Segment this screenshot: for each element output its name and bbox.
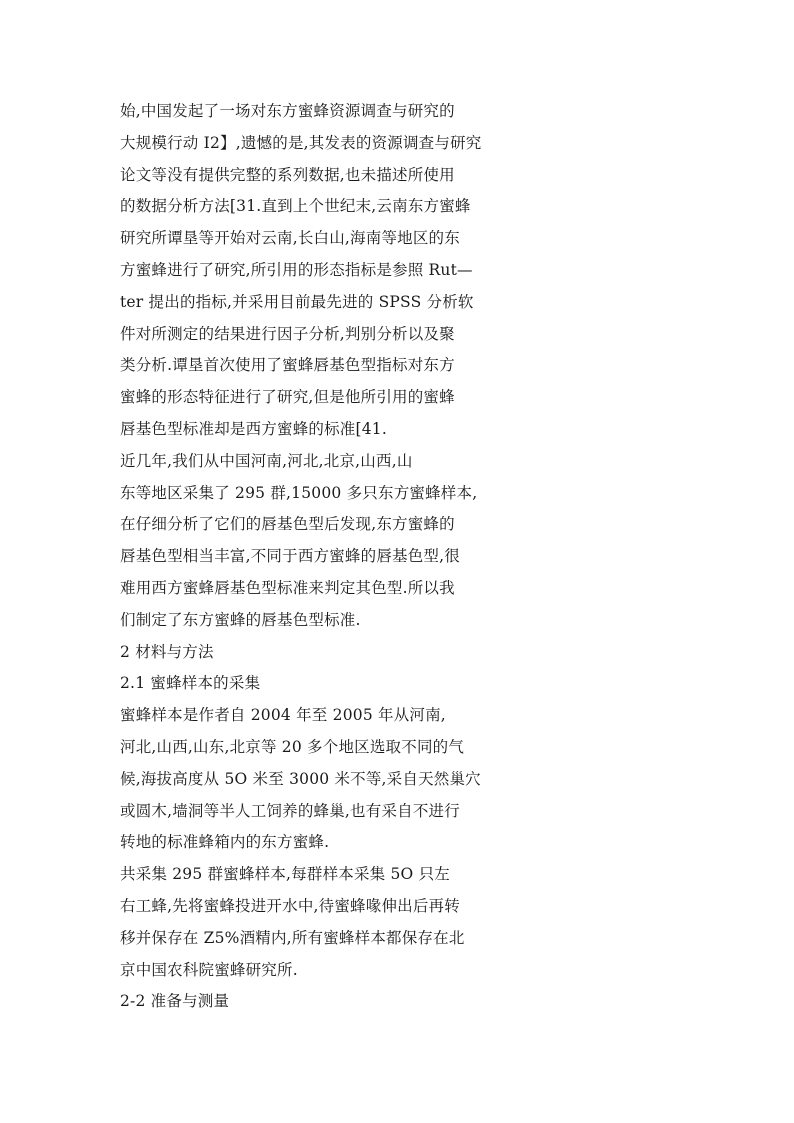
text-line: 移并保存在 Z5%酒精内,所有蜜蜂样本都保存在北 xyxy=(120,928,465,947)
text-line: 东等地区采集了 295 群,15000 多只东方蜜蜂样本, xyxy=(120,483,478,502)
text-line: 蜜蜂的形态特征进行了研究,但是他所引用的蜜蜂 xyxy=(120,388,455,407)
text-line: 唇基色型标准却是西方蜜蜂的标准[41. xyxy=(120,419,387,438)
text-line: 近几年,我们从中国河南,河北,北京,山西,山 xyxy=(120,451,413,470)
text-line: 共采集 295 群蜜蜂样本,每群样本采集 5O 只左 xyxy=(120,865,450,884)
subsection-heading: 2-2 准备与测量 xyxy=(120,992,230,1011)
text-line: 方蜜蜂进行了研究,所引用的形态指标是参照 Rut— xyxy=(120,260,473,279)
text-line: 京中国农科院蜜蜂研究所. xyxy=(120,960,298,979)
body-text xyxy=(120,96,500,1018)
text-line: 始,中国发起了一场对东方蜜蜂资源调查与研究的 xyxy=(120,102,455,120)
text-line: ter 提出的指标,并采用目前最先进的 SPSS 分析软 xyxy=(120,292,474,311)
text-line: 论文等没有提供完整的系列数据,也未描述所使用 xyxy=(120,165,455,184)
text-line: 蜜蜂样本是作者自 2004 年至 2005 年从河南, xyxy=(120,706,446,725)
text-line: 件对所测定的结果进行因子分析,判别分析以及聚 xyxy=(120,324,455,343)
text-line: 右工蜂,先将蜜蜂投进开水中,待蜜蜂喙伸出后再转 xyxy=(120,896,460,915)
text-line: 候,海拔高度从 5O 米至 3000 米不等,采自天然巢穴 xyxy=(120,769,481,788)
text-line: 河北,山西,山东,北京等 20 多个地区选取不同的气 xyxy=(120,737,465,756)
text-line: 难用西方蜜蜂唇基色型标准来判定其色型.所以我 xyxy=(120,578,455,597)
text-line: 的数据分析方法[31.直到上个世纪末,云南东方蜜蜂 xyxy=(120,197,471,216)
text-line: 研究所谭垦等开始对云南,长白山,海南等地区的东 xyxy=(120,229,460,248)
section-heading: 2 材料与方法 xyxy=(120,642,214,661)
text-line: 转地的标准蜂箱内的东方蜜蜂. xyxy=(120,833,330,852)
text-line: 大规模行动 I2】,遗憾的是,其发表的资源调查与研究 xyxy=(120,133,482,152)
text-line: 在仔细分析了它们的唇基色型后发现,东方蜜蜂的 xyxy=(120,515,455,534)
text-line: 或圆木,墙洞等半人工饲养的蜂巢,也有采自不进行 xyxy=(120,801,460,820)
text-line: 类分析.谭垦首次使用了蜜蜂唇基色型指标对东方 xyxy=(120,356,455,375)
text-line: 们制定了东方蜜蜂的唇基色型标准. xyxy=(120,610,361,629)
subsection-heading: 2.1 蜜蜂样本的采集 xyxy=(120,674,261,693)
text-line: 唇基色型相当丰富,不同于西方蜜蜂的唇基色型,很 xyxy=(120,547,460,566)
